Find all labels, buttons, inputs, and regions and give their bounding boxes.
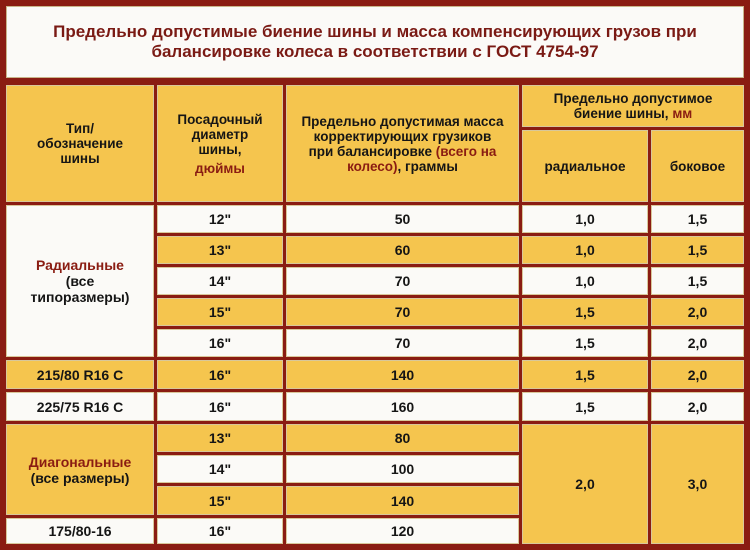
- mass-cell: 100: [286, 455, 519, 483]
- mass-cell: 80: [286, 424, 519, 452]
- diameter-cell: 16": [157, 360, 283, 389]
- header-mass-note: (всего на колесо): [347, 143, 497, 174]
- mass-cell: 50: [286, 205, 519, 233]
- lateral-runout-cell: 2,0: [651, 329, 744, 357]
- header-radial: радиальное: [522, 130, 648, 202]
- diagonal-radial-runout-cell: 2,0: [522, 424, 648, 544]
- mass-cell: 70: [286, 298, 519, 326]
- lateral-runout-cell: 2,0: [651, 298, 744, 326]
- diameter-cell: 14": [157, 267, 283, 295]
- lateral-runout-cell: 2,0: [651, 392, 744, 421]
- lateral-runout-cell: 1,5: [651, 267, 744, 295]
- header-mass: [286, 85, 519, 202]
- header-lateral: боковое: [651, 130, 744, 202]
- type-225-75-r16c: 225/75 R16 C: [6, 392, 154, 421]
- lateral-runout-cell: 1,5: [651, 205, 744, 233]
- radial-runout-cell: 1,0: [522, 267, 648, 295]
- mass-cell: 70: [286, 329, 519, 357]
- group-radial: Радиальные (все типоразмеры): [6, 205, 154, 357]
- radial-runout-cell: 1,5: [522, 298, 648, 326]
- header-runout: Предельно допустимое биение шины, мм: [522, 85, 744, 127]
- mass-cell: 70: [286, 267, 519, 295]
- diameter-cell: 13": [157, 236, 283, 264]
- radial-runout-cell: 1,5: [522, 392, 648, 421]
- title-box: [6, 6, 744, 78]
- header-diameter: Посадочный диаметр шины, дюймы: [157, 85, 283, 202]
- type-215-80-r16c: 215/80 R16 C: [6, 360, 154, 389]
- mass-cell: 160: [286, 392, 519, 421]
- radial-runout-cell: 1,5: [522, 329, 648, 357]
- diameter-cell: 16": [157, 329, 283, 357]
- diagonal-lateral-runout-cell: 3,0: [651, 424, 744, 544]
- header-tire-type: Тип/ обозначение шины: [6, 85, 154, 202]
- header-mass-main: Предельно допустимая масса корректирующих грузиков при балансировке: [301, 113, 504, 159]
- mass-cell: 140: [286, 360, 519, 389]
- diameter-cell: 13": [157, 424, 283, 452]
- diameter-cell: 14": [157, 455, 283, 483]
- lateral-runout-cell: 2,0: [651, 360, 744, 389]
- header-mass-unit: , граммы: [397, 158, 458, 174]
- diameter-cell: 16": [157, 518, 283, 544]
- diameter-cell: 15": [157, 486, 283, 515]
- lateral-runout-cell: 1,5: [651, 236, 744, 264]
- radial-runout-cell: 1,5: [522, 360, 648, 389]
- mass-cell: 120: [286, 518, 519, 544]
- diameter-cell: 16": [157, 392, 283, 421]
- radial-runout-cell: 1,0: [522, 236, 648, 264]
- mass-cell: 140: [286, 486, 519, 515]
- group-diagonal: Диагональные (все размеры): [6, 424, 154, 515]
- mass-cell: 60: [286, 236, 519, 264]
- type-175-80-16: 175/80-16: [6, 518, 154, 544]
- radial-runout-cell: 1,0: [522, 205, 648, 233]
- diameter-cell: 12": [157, 205, 283, 233]
- page-title: Предельно допустимые биение шины и масса компенсирующих грузов при балансировке колеса в соответствии с ГОСТ 4754-97: [53, 22, 697, 61]
- diameter-cell: 15": [157, 298, 283, 326]
